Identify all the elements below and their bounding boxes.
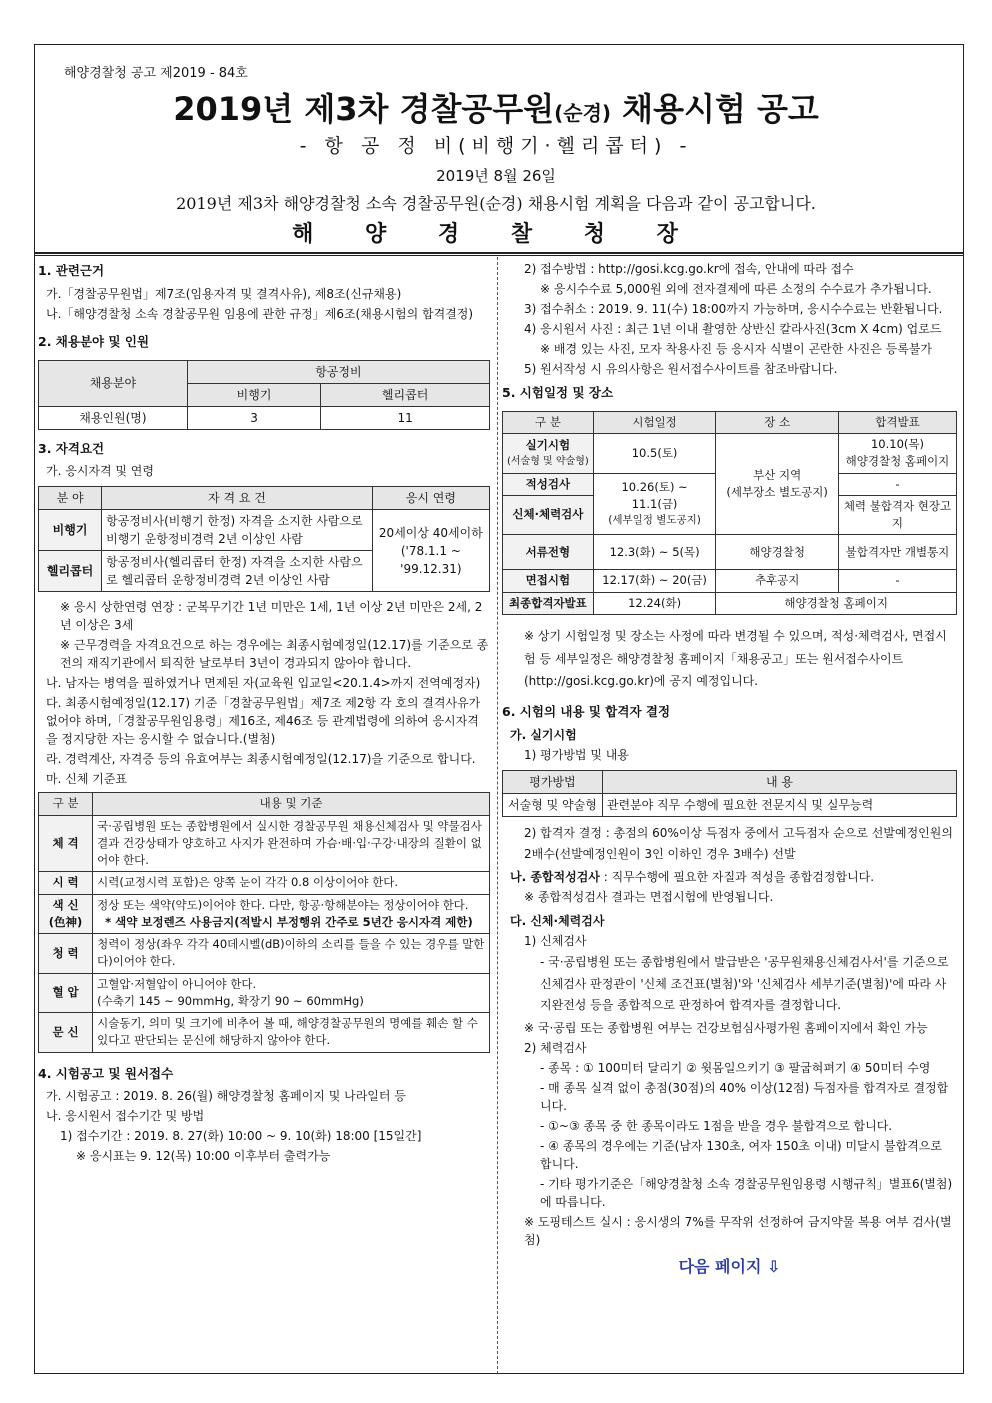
section-6-c2e: - 기타 평가기준은「해양경찰청 소속 경찰공무원임용령 시행규칙」별표6(별첨)에 따릅니다. — [540, 1176, 953, 1209]
section-4-b: 나. 응시원서 접수기간 및 방법 — [46, 1109, 205, 1124]
pt-key: 시 력 — [39, 872, 93, 894]
q-plane-req: 항공정비사(비행기 한정) 자격을 소지한 사람으로 비행기 운항정비경력 2년 이상인 사람 — [102, 510, 373, 551]
title-main: 2019년 제3차 경찰공무원 — [173, 90, 555, 128]
s-final-date: 12.24(화) — [593, 592, 716, 614]
section-3-b: 나. 남자는 병역을 필하였거나 면제된 자(교육원 입교일<20.1.4>까지 전역예정자) — [46, 676, 481, 691]
th-field: 채용분야 — [39, 360, 188, 406]
note-career: ※ 근무경력을 자격요건으로 하는 경우에는 최종시험예정일(12.17)를 기준으로 종전의 재직기관에서 퇴직한 날로부터 3년이 경과되지 않아야 합니다. — [60, 638, 489, 671]
section-6-c2a: - 종목 : ① 100미터 달리기 ② 윗몸일으키기 ③ 팔굽혀펴기 ④ 50미터 수영 — [540, 1060, 931, 1075]
section-4-b4-note: ※ 배경 있는 사진, 모자 착용사진 등 응시자 식별이 곤란한 사진은 등록불가 — [540, 342, 932, 356]
evaluation-table — [502, 770, 957, 817]
th-heli: 헬리콥터 — [321, 383, 490, 406]
s-final-loc: 해양경찰청 홈페이지 — [716, 592, 957, 614]
q-plane: 비행기 — [39, 510, 102, 551]
title-tail: 채용시험 공고 — [611, 90, 819, 128]
s-physical: 신체·체력검사 — [503, 495, 594, 535]
page-subtitle: - 항 공 정 비(비행기·헬리콥터) - — [299, 135, 693, 157]
eval-method: 서술형 및 약술형 — [503, 793, 603, 816]
s-mid-b: (세부일정 별도공지) — [608, 514, 701, 527]
pt-value: 시술동기, 의미 및 크기에 비추어 볼 때, 해양경찰공무원의 명예를 훼손 할 수 있다고 판단되는 문신에 해당하지 않아야 한다. — [93, 1013, 490, 1053]
section-4-title: 4. 시험공고 및 원서접수 — [38, 1065, 174, 1081]
section-5-title: 5. 시험일정 및 장소 — [502, 385, 614, 400]
q-age-dates: ('78.1.1 ~ '99.12.31) — [400, 543, 462, 576]
qualification-table — [38, 486, 490, 592]
section-6-a2: 2) 합격자 결정 : 총점의 60%이상 득점자 중에서 고득점자 순으로 선발예정인원의 2배수(선발예정인원이 3인 이하인 경우 3배수) 선발 — [524, 825, 953, 862]
pt-value — [93, 973, 490, 1013]
count-heli: 11 — [321, 406, 490, 429]
s-interview-loc: 추후공지 — [716, 570, 839, 592]
header-divider-thin — [34, 255, 964, 256]
section-3-e: 마. 신체 기준표 — [46, 772, 127, 787]
right-column — [502, 258, 957, 1279]
th-s-result: 합격발표 — [838, 411, 956, 433]
th-s-cat: 구 분 — [503, 411, 594, 433]
count-plane: 3 — [187, 406, 320, 429]
pt-key: 청 력 — [39, 934, 93, 974]
s-location-busan — [716, 434, 839, 535]
q-heli-req: 항공정비사(헬리콥터 한정) 자격을 소지한 사람으로 헬리콥터 운항정비경력 2년 이상인 사람 — [102, 551, 373, 592]
section-6-title: 6. 시험의 내용 및 합격자 결정 — [502, 704, 671, 720]
pt-key: 체 격 — [39, 815, 93, 872]
section-3-c: 다. 최종시험예정일(12.17) 기준「경찰공무원법」제7조 제2항 각 호의 결격사유가 없어야 하며,「경찰공무원임용령」제16조, 제46조 등 관계법령에 의하여 응시자격을 정지당한 자는 응시할 수 없습니다.(별첨) — [46, 696, 481, 747]
s-practical-date: 10.5(토) — [593, 434, 716, 474]
s-document-date: 12.3(화) ~ 5(목) — [593, 535, 716, 570]
th-eval-content: 내 용 — [602, 770, 956, 793]
s-loc-b: (세부장소 별도공지) — [726, 485, 828, 500]
section-6-c2b: - 매 종목 실격 없이 총점(30점)의 40% 이상(12점) 득점자를 합격자로 결정합니다. — [540, 1080, 949, 1113]
th-s-loc: 장 소 — [716, 411, 839, 433]
section-1-title: 1. 관련근거 — [38, 263, 105, 278]
th-eval-method: 평가방법 — [503, 770, 603, 793]
s-practical-label: 실기시험 — [525, 438, 571, 453]
section-4-b1-note: ※ 응시표는 9. 12(목) 10:00 이후부터 출력가능 — [76, 1149, 331, 1164]
q-heli: 헬리콥터 — [39, 551, 102, 592]
s-physical-result: 체력 불합격자 현장고지 — [838, 495, 956, 535]
pt-value: 국·공립병원 또는 종합병원에서 실시한 경찰공무원 채용신체검사 및 약물검사 결과 건강상태가 양호하고 사지가 완전하며 가슴·배·입·구강·내장의 질환이 없어야 한다. — [93, 815, 490, 872]
q-age-range: 20세이상 40세이하 — [378, 525, 483, 540]
section-6-c2: 2) 체력검사 — [524, 1040, 587, 1055]
section-6-c1a: - 국·공립병원 또는 종합병원에서 발급받은 '공무원채용신체검사서'를 기준으로 신체검사 판정관이 '신체 조건표(별첨)'와 '신체검사 세부기준(별첨)'에 따라 사지완전성 등을 종합적으로 판정하여 합격자를 결정합니다. — [540, 955, 949, 1013]
section-1-a: 가.「경찰공무원법」제7조(임용자격 및 결격사유), 제8조(신규채용) — [46, 286, 402, 301]
s-interview-date: 12.17(화) ~ 20(금) — [593, 570, 716, 592]
section-6-b-note: ※ 종합적성검사 결과는 면접시험에 반영됩니다. — [524, 890, 774, 905]
section-2-title: 2. 채용분야 및 인원 — [38, 333, 150, 349]
s-mid-a: 10.26(토) ~ 11.1(금) — [621, 479, 688, 511]
s-interview: 면접시험 — [503, 570, 594, 592]
page-title — [0, 84, 992, 130]
intro-text: 2019년 제3차 해양경찰청 소속 경찰공무원(순경) 채용시험 계획을 다음과 같이 공고합니다. — [176, 194, 816, 213]
section-3-title: 3. 자격요건 — [38, 440, 105, 456]
s-mid-date — [593, 473, 716, 535]
recruit-table — [38, 360, 490, 430]
schedule-note: ※ 상기 시험일정 및 장소는 사정에 따라 변경될 수 있으며, 적성·체력검사, 면접시험 등 세부일정은 해양경찰청 홈페이지「채용공고」또는 원서접수사이트(http://gosi.kcg.go.kr)에 공지 예정입니다. — [524, 628, 947, 689]
section-6-a1: 1) 평가방법 및 내용 — [524, 747, 629, 762]
notice-number: 해양경찰청 공고 제2019 - 84호 — [64, 66, 248, 81]
pt-key: 혈 압 — [39, 973, 93, 1013]
s-loc-a: 부산 지역 — [753, 467, 802, 482]
pt-value: 시력(교정시력 포함)은 양쪽 눈이 각각 0.8 이상이어야 한다. — [93, 872, 490, 894]
pt-value-sub: (수축기 145 ~ 90mmHg, 확장기 90 ~ 60mmHg) — [97, 993, 364, 1008]
section-4-b1: 1) 접수기간 : 2019. 8. 27(화) 10:00 ~ 9. 10(화) 18:00 [15일간] — [60, 1129, 422, 1144]
section-6-c2d: - ④ 종목의 경우에는 기준(남자 130초, 여자 150초 이내) 미달시 불합격으로 합니다. — [540, 1138, 943, 1171]
s-document-loc: 해양경찰청 — [716, 535, 839, 570]
q-age — [372, 510, 489, 592]
section-6-c2-note: ※ 도핑테스트 실시 : 응시생의 7%를 무작위 선정하여 금지약물 복용 여부 검사(별첨) — [524, 1214, 952, 1247]
next-page-link[interactable]: 다음 페이지 ⇩ — [678, 1256, 781, 1276]
section-4-b2: 2) 접수방법 : http://gosi.kcg.go.kr에 접속, 안내에 따라 접수 — [524, 262, 854, 276]
th-pt-cat: 구 분 — [39, 793, 93, 815]
section-6-c2c: - ①~③ 종목 중 한 종목이라도 1점을 받을 경우 불합격으로 합니다. — [540, 1118, 893, 1133]
th-s-date: 시험일정 — [593, 411, 716, 433]
s-practical-sub: (서술형 및 약술형) — [507, 456, 589, 468]
pt-key: 색 신 (色神) — [39, 894, 93, 934]
section-3-a: 가. 응시자격 및 연령 — [46, 464, 154, 479]
note-age: ※ 응시 상한연령 연장 : 군복무기간 1년 미만은 1세, 1년 이상 2년 미만은 2세, 2년 이상은 3세 — [60, 600, 483, 633]
physical-table — [38, 792, 490, 1052]
left-column — [38, 258, 490, 1167]
pt-value-main: 정상 또는 색약(약도)이어야 한다. 다만, 항공·항해분야는 정상이어야 한다. — [97, 897, 469, 912]
th-group: 항공정비 — [187, 360, 489, 383]
eval-content: 관련분야 직무 수행에 필요한 전문지식 및 실무능력 — [602, 793, 956, 816]
th-pt-content: 내용 및 기준 — [93, 793, 490, 815]
row-label: 채용인원(명) — [39, 406, 188, 429]
section-6-b-rest: : 직무수행에 필요한 자질과 적성을 종합검정합니다. — [599, 870, 875, 885]
section-4-b3: 3) 접수취소 : 2019. 9. 11(수) 18:00까지 가능하며, 응시수수료는 반환됩니다. — [524, 302, 943, 316]
s-aptitude-result: - — [838, 473, 956, 495]
pt-value-main: 고혈압·저혈압이 아니어야 한다. — [97, 976, 257, 991]
notice-date: 2019년 8월 26일 — [436, 167, 556, 185]
column-divider — [497, 257, 498, 1374]
pt-value: 청력이 정상(좌우 각각 40데시벨(dB)이하의 소리를 들을 수 있는 경우를 말한다)이어야 한다. — [93, 934, 490, 974]
signer: 해 양 경 찰 청 장 — [292, 222, 700, 247]
th-plane: 비행기 — [187, 383, 320, 406]
s-aptitude: 적성검사 — [503, 473, 594, 495]
section-4-b5: 5) 원서작성 시 유의사항은 원서접수사이트를 참조바랍니다. — [524, 362, 838, 376]
section-4-a: 가. 시험공고 : 2019. 8. 26(월) 해양경찰청 홈페이지 및 나라일터 등 — [46, 1089, 406, 1104]
section-4-b2-note: ※ 응시수수료 5,000원 외에 전자결제에 따른 소정의 수수료가 추가됩니다. — [540, 282, 932, 296]
s-document-result: 불합격자만 개별통지 — [838, 535, 956, 570]
section-6-b-line — [502, 868, 957, 886]
section-6-a: 가. 실기시험 — [510, 727, 577, 742]
header-divider — [34, 252, 964, 254]
s-pr-b: 해양경찰청 홈페이지 — [845, 454, 950, 469]
s-interview-result: - — [838, 570, 956, 592]
section-6-b: 나. 종합적성검사 — [510, 870, 600, 885]
title-rank: (순경) — [554, 101, 612, 125]
s-document: 서류전형 — [503, 535, 594, 570]
s-practical — [503, 434, 594, 474]
pt-value — [93, 894, 490, 934]
section-6-c1: 1) 신체검사 — [524, 934, 587, 949]
section-6-c: 다. 신체·체력검사 — [510, 914, 605, 929]
s-final: 최종합격자발표 — [503, 592, 594, 614]
section-4-b4: 4) 응시원서 사진 : 최근 1년 이내 촬영한 상반신 칼라사진(3cm X 4cm) 업로드 — [524, 322, 942, 336]
s-practical-result — [838, 434, 956, 474]
section-3-d: 라. 경력계산, 자격증 등의 유효여부는 최종시험예정일(12.17)을 기준으로 합니다. — [46, 752, 476, 767]
pt-value-sub: * 색약 보정렌즈 사용금지(적발시 부정행위 간주로 5년간 응시자격 제한) — [105, 914, 473, 929]
pt-key: 문 신 — [39, 1013, 93, 1053]
section-6-c1-note: ※ 국·공립 또는 종합병원 여부는 건강보험심사평가원 홈페이지에서 확인 가능 — [524, 1020, 928, 1035]
th-q-age: 응시 연령 — [372, 487, 489, 510]
th-q-req: 자 격 요 건 — [102, 487, 373, 510]
section-1-b: 나.「해양경찰청 소속 경찰공무원 임용에 관한 규정」제6조(채용시험의 합격결정) — [46, 306, 474, 321]
schedule-table — [502, 411, 957, 615]
th-q-field: 분 야 — [39, 487, 102, 510]
s-pr-a: 10.10(목) — [870, 437, 924, 451]
